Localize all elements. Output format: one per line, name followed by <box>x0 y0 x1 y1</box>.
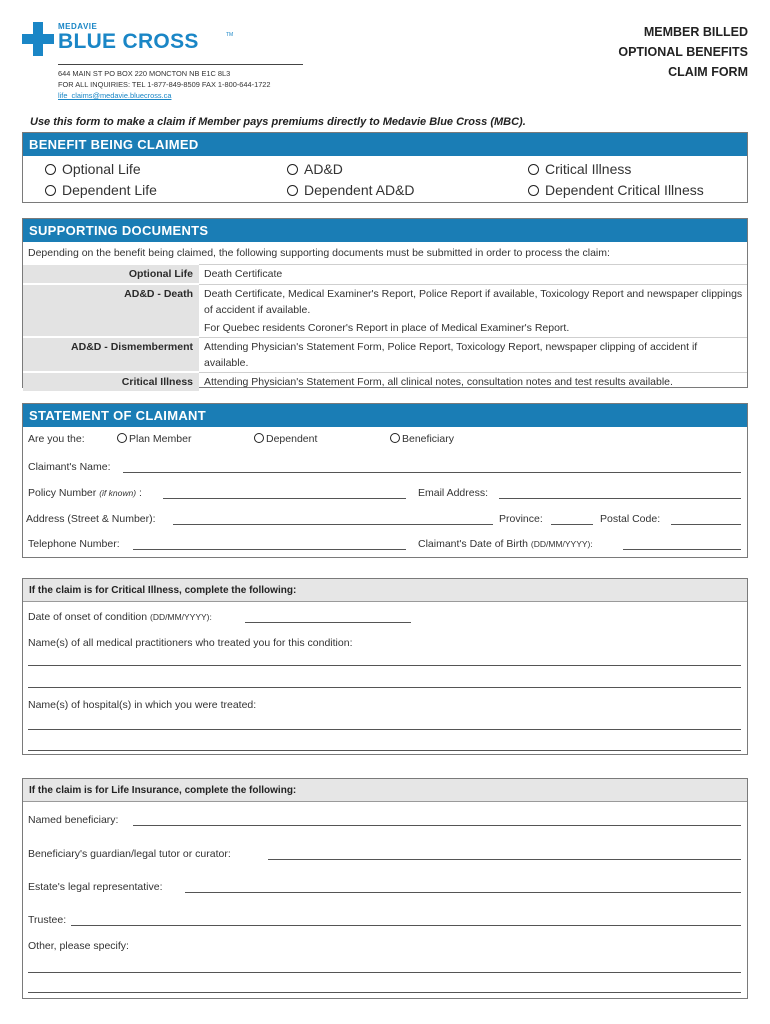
supporting-documents-table <box>23 263 747 391</box>
radio-button[interactable] <box>528 164 539 175</box>
role-option-beneficiary[interactable] <box>390 433 454 445</box>
mailing-address: 644 MAIN ST PO BOX 220 MONCTON NB E1C 8L3 <box>58 69 231 78</box>
benefit-option-dependent-critical-illness[interactable] <box>528 182 704 198</box>
street-address-label: Address (Street & Number): <box>26 513 156 525</box>
doc-requirement: Attending Physician's Statement Form, all clinical notes, consultation notes and test results available. <box>199 372 747 391</box>
form-title <box>618 22 748 82</box>
benefit-options <box>23 156 747 202</box>
benefit-option-label: Dependent Critical Illness <box>545 182 704 198</box>
logo-brand-small: MEDAVIE <box>58 22 98 31</box>
policy-number-colon: : <box>136 487 142 499</box>
onset-date-label-group <box>28 611 212 623</box>
policy-number-label: Policy Number <box>28 487 97 499</box>
benefit-option-dependent-life[interactable] <box>45 182 157 198</box>
table-row <box>23 372 747 391</box>
hospitals-field-line-2[interactable] <box>28 750 741 751</box>
doc-benefit-label: AD&D - Dismemberment <box>23 337 199 372</box>
form-title-line-1: MEMBER BILLED <box>643 25 748 39</box>
claimant-heading: STATEMENT OF CLAIMANT <box>23 404 747 427</box>
policy-number-hint: (if known) <box>99 488 137 498</box>
doc-requirement: Death Certificate <box>199 264 747 284</box>
email-address-label: Email Address: <box>418 487 489 499</box>
trustee-field[interactable] <box>71 925 741 926</box>
claimant-section <box>22 403 748 558</box>
critical-illness-section <box>22 578 748 755</box>
supporting-documents-heading: SUPPORTING DOCUMENTS <box>23 219 747 242</box>
estate-representative-field[interactable] <box>185 892 741 893</box>
onset-date-label: Date of onset of condition <box>28 611 148 623</box>
province-label: Province: <box>499 513 543 525</box>
benefit-option-dependent-add[interactable] <box>287 182 415 198</box>
practitioners-field-line-2[interactable] <box>28 687 741 688</box>
street-address-field[interactable] <box>173 524 493 525</box>
form-instructions: Use this form to make a claim if Member pays premiums directly to Medavie Blue Cross (MBC). <box>30 116 526 128</box>
onset-date-field[interactable] <box>245 622 411 623</box>
are-you-label: Are you the: <box>28 433 85 445</box>
benefit-section <box>22 132 748 203</box>
trustee-label: Trustee: <box>28 914 67 926</box>
radio-button[interactable] <box>45 185 56 196</box>
policy-number-field[interactable] <box>163 498 406 499</box>
benefit-option-label: Optional Life <box>62 161 141 177</box>
life-insurance-section <box>22 778 748 999</box>
radio-button[interactable] <box>287 185 298 196</box>
blue-cross-icon <box>22 22 54 56</box>
doc-requirement: For Quebec residents Coroner's Report in place of Medical Examiner's Report. <box>204 321 570 334</box>
role-option-plan-member[interactable] <box>117 433 191 445</box>
date-of-birth-format: (DD/MM/YYYY): <box>530 539 593 549</box>
benefit-heading: BENEFIT BEING CLAIMED <box>23 133 747 156</box>
table-row <box>23 319 747 338</box>
radio-button[interactable] <box>287 164 298 175</box>
other-specify-label: Other, please specify: <box>28 940 129 952</box>
date-of-birth-label: Claimant's Date of Birth <box>418 538 528 550</box>
practitioners-field-line-1[interactable] <box>28 665 741 666</box>
postal-code-label: Postal Code: <box>600 513 661 525</box>
medavie-blue-cross-logo <box>22 20 242 60</box>
date-of-birth-label-group <box>418 538 593 550</box>
guardian-label: Beneficiary's guardian/legal tutor or curator: <box>28 848 231 860</box>
benefit-option-label: Dependent Life <box>62 182 157 198</box>
benefit-option-label: Critical Illness <box>545 161 632 177</box>
estate-representative-label: Estate's legal representative: <box>28 881 163 893</box>
province-field[interactable] <box>551 524 593 525</box>
claimant-name-label: Claimant's Name: <box>28 461 111 473</box>
role-option-label: Beneficiary <box>402 433 454 445</box>
form-title-line-2: OPTIONAL BENEFITS <box>618 45 748 59</box>
role-option-dependent[interactable] <box>254 433 317 445</box>
doc-benefit-label: Critical Illness <box>23 372 199 391</box>
radio-button[interactable] <box>390 433 400 443</box>
other-specify-field-line-1[interactable] <box>28 972 741 973</box>
role-option-label: Plan Member <box>129 433 192 445</box>
hospitals-field-line-1[interactable] <box>28 729 741 730</box>
benefit-option-label: AD&D <box>304 161 343 177</box>
benefit-option-optional-life[interactable] <box>45 161 141 177</box>
other-specify-field-line-2[interactable] <box>28 992 741 993</box>
logo-trademark: TM <box>226 32 234 38</box>
radio-button[interactable] <box>117 433 127 443</box>
hospitals-label: Name(s) of hospital(s) in which you were treated: <box>28 699 257 711</box>
doc-benefit-label: Optional Life <box>23 264 199 284</box>
table-row <box>23 264 747 284</box>
named-beneficiary-label: Named beneficiary: <box>28 814 119 826</box>
doc-benefit-label: AD&D - Death <box>23 284 199 319</box>
telephone-number-label: Telephone Number: <box>28 538 120 550</box>
supporting-documents-section <box>22 218 748 388</box>
supporting-documents-intro: Depending on the benefit being claimed, the following supporting documents must be submitted in order to process the claim: <box>28 247 610 259</box>
benefit-option-critical-illness[interactable] <box>528 161 631 177</box>
doc-requirement: Death Certificate, Medical Examiner's Report, Police Report if available, Toxicology Report and newspaper clippings of accident if available. <box>199 284 747 319</box>
form-title-line-3: CLAIM FORM <box>668 65 748 79</box>
inquiries-line: FOR ALL INQUIRIES: TEL 1-877-849-8509 FAX 1-800-644-1722 <box>58 80 271 89</box>
doc-requirement: Attending Physician's Statement Form, Police Report, Toxicology Report, newspaper clipping of accident if available. <box>199 337 747 372</box>
named-beneficiary-field[interactable] <box>133 825 741 826</box>
benefit-option-add[interactable] <box>287 161 343 177</box>
date-of-birth-field[interactable] <box>623 549 741 550</box>
doc-benefit-label <box>23 319 199 338</box>
table-row <box>23 337 747 372</box>
benefit-option-label: Dependent AD&D <box>304 182 415 198</box>
table-row <box>23 284 747 319</box>
logo-brand-large: BLUE CROSS <box>58 30 199 53</box>
radio-button[interactable] <box>528 185 539 196</box>
radio-button[interactable] <box>254 433 264 443</box>
claimant-name-field[interactable] <box>123 472 741 473</box>
policy-number-label-group <box>28 487 142 499</box>
claims-email-link[interactable]: life_claims@medavie.bluecross.ca <box>58 91 172 100</box>
email-address-field[interactable] <box>499 498 741 499</box>
practitioners-label: Name(s) of all medical practitioners who treated you for this condition: <box>28 637 353 649</box>
guardian-field[interactable] <box>268 859 741 860</box>
postal-code-field[interactable] <box>671 524 741 525</box>
telephone-number-field[interactable] <box>133 549 406 550</box>
critical-illness-heading: If the claim is for Critical Illness, complete the following: <box>23 579 747 602</box>
onset-date-format: (DD/MM/YYYY): <box>150 612 212 622</box>
contact-address <box>58 64 303 101</box>
role-option-label: Dependent <box>266 433 318 445</box>
radio-button[interactable] <box>45 164 56 175</box>
life-insurance-heading: If the claim is for Life Insurance, complete the following: <box>23 779 747 802</box>
